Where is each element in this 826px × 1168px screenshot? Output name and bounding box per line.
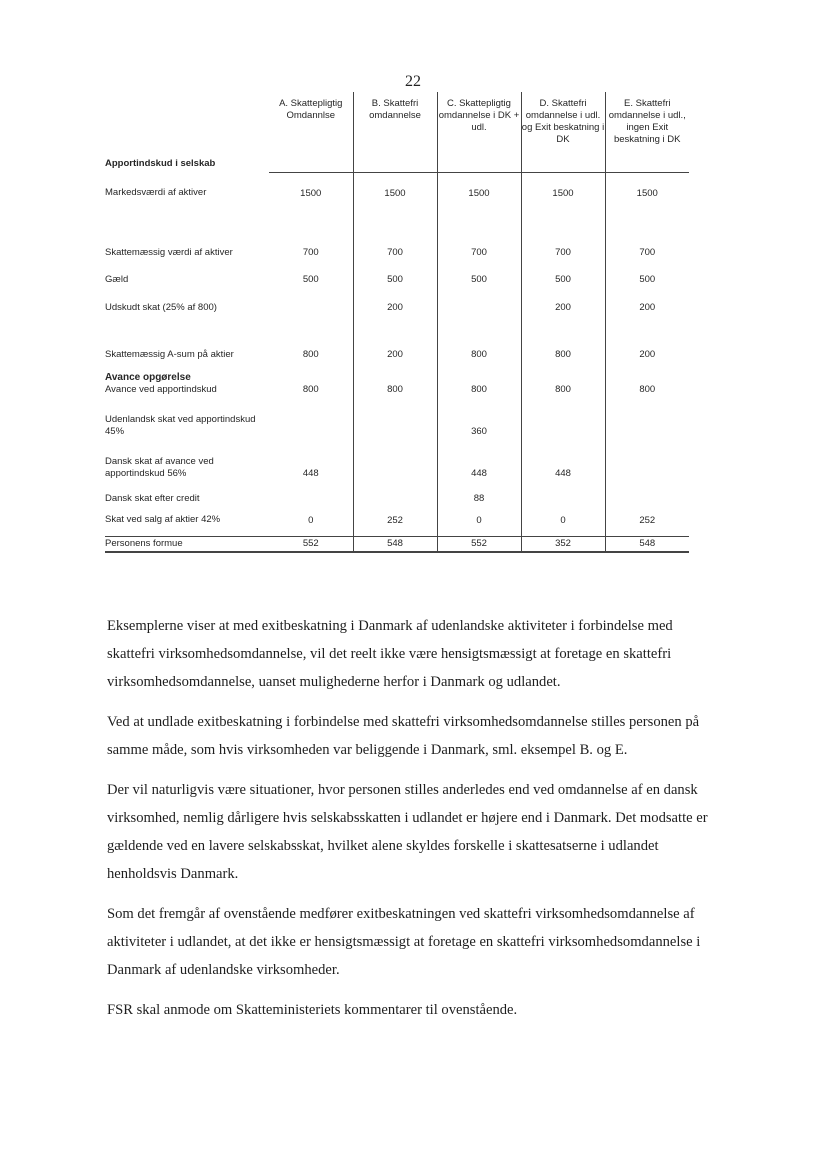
- section-heading-avance: Avance opgørelse: [105, 372, 191, 383]
- cell-value: [353, 395, 437, 437]
- total-value: 552: [437, 536, 521, 552]
- paragraph: Som det fremgår af ovenstående medfører exitbeskatningen ved skattefri virksomhedsomdannelse af aktiviteter i udlandet, at det ikke er hensigtsmæssigt at foretage en skattefri virksomhedsomdannelse i Danmark af udenlandske virksomheder.: [107, 906, 701, 978]
- cell-value: 1500: [353, 172, 437, 214]
- cell-value: 448: [437, 437, 521, 479]
- table-row: [105, 504, 689, 536]
- paragraph: Eksemplerne viser at med exitbeskatning i Danmark af udenlandske aktiviteter i forbindelse med skattefri virksomhedsomdannelse, vil det reelt ikke være hensigtsmæssigt at foretage en skattefri virksomhedsomdannelse, uanset mulighederne herfor i Danmark og udlandet.: [107, 618, 673, 690]
- table-row: [105, 313, 689, 360]
- cell-value: [605, 479, 689, 504]
- section-cell: [269, 150, 353, 172]
- cell-value: 1500: [521, 172, 605, 214]
- cell-value: 200: [605, 285, 689, 313]
- cell-value: 200: [353, 313, 437, 360]
- cell-value: 500: [521, 258, 605, 285]
- table-row: [105, 479, 689, 504]
- cell-value: 0: [437, 504, 521, 536]
- total-value: 352: [521, 536, 605, 552]
- cell-value: 0: [521, 504, 605, 536]
- paragraph: Ved at undlade exitbeskatning i forbindelse med skattefri virksomhedsomdannelse stilles personen på samme måde, som hvis virksomheden var beliggende i Danmark, sml. eksempel B. og E.: [107, 714, 700, 758]
- column-header-e: E. Skattefri omdannelse i udl., ingen Exit beskatning i DK: [605, 92, 689, 150]
- body-text: [107, 612, 715, 1036]
- cell-value: 800: [353, 360, 437, 395]
- section-heading-apport: Apportindskud i selskab: [105, 157, 216, 169]
- cell-value: [353, 479, 437, 504]
- total-row: [105, 536, 689, 552]
- row-label: Dansk skat af avance ved apportindskud 56%: [105, 456, 214, 479]
- row-label: Gæld: [105, 273, 129, 285]
- cell-value: 88: [437, 479, 521, 504]
- cell-value: [437, 285, 521, 313]
- row-label: Udenlandsk skat ved apportindskud 45%: [105, 414, 256, 437]
- cell-value: 0: [308, 514, 314, 526]
- cell-value: 200: [353, 285, 437, 313]
- cell-value: 700: [605, 214, 689, 258]
- cell-value: 800: [302, 349, 319, 360]
- cell-value: 360: [437, 395, 521, 437]
- row-label: Avance ved apportindskud: [105, 383, 217, 395]
- row-label: Skat ved salg af aktier 42%: [105, 514, 221, 525]
- cell-value: 800: [437, 313, 521, 360]
- cell-value: 1500: [300, 187, 322, 199]
- row-label: Skattemæssig A-sum på aktier: [105, 348, 234, 360]
- cell-value: 1500: [605, 172, 689, 214]
- row-label: Skattemæssig værdi af aktiver: [105, 246, 233, 258]
- cell-value: 500: [302, 274, 319, 285]
- row-label: Markedsværdi af aktiver: [105, 187, 207, 199]
- cell-value: [605, 395, 689, 437]
- table-header-row: [105, 92, 689, 150]
- cell-value: [269, 479, 353, 504]
- cell-value: [269, 395, 353, 437]
- cell-value: 800: [521, 360, 605, 395]
- table-row: [105, 285, 689, 313]
- cell-value: 500: [437, 258, 521, 285]
- column-header-a: A. Skattepligtig Omdannlse: [279, 98, 343, 121]
- cell-value: 700: [521, 214, 605, 258]
- table-row: [105, 172, 689, 214]
- column-header-c: C. Skattepligtig omdannelse i DK + udl.: [437, 92, 521, 150]
- cell-value: [353, 437, 437, 479]
- section-row-apport: [105, 150, 689, 172]
- cell-value: 700: [353, 214, 437, 258]
- total-value: 552: [269, 536, 353, 552]
- section-cell: [521, 150, 605, 172]
- column-header-b: B. Skattefri omdannelse: [353, 92, 437, 150]
- cell-value: 800: [521, 313, 605, 360]
- cell-value: 448: [521, 437, 605, 479]
- cell-value: 800: [605, 360, 689, 395]
- paragraph: FSR skal anmode om Skatteministeriets kommentarer til ovenstående.: [107, 1002, 518, 1018]
- cell-value: 500: [353, 258, 437, 285]
- paragraph: Der vil naturligvis være situationer, hvor personen stilles anderledes end ved omdannelse af en dansk virksomhed, nemlig dårligere hvis selskabsskatten i udlandet er højere end i Danmark. Det modsatte er gældende ved en lavere selskabsskat, hvilket alene skyldes forskelle i skattesatserne i udlandet henholdsvis Danmark.: [107, 782, 708, 882]
- section-cell: [605, 150, 689, 172]
- section-cell: [353, 150, 437, 172]
- cell-value: [521, 479, 605, 504]
- cell-value: 448: [302, 468, 319, 479]
- cell-value: 200: [605, 313, 689, 360]
- total-value: 548: [605, 536, 689, 552]
- table-row: [105, 395, 689, 437]
- cell-value: 500: [605, 258, 689, 285]
- total-label: Personens formue: [105, 536, 269, 552]
- cell-value: [521, 395, 605, 437]
- cell-value: 200: [521, 285, 605, 313]
- page-number: 22: [405, 73, 421, 90]
- cell-value: 1500: [437, 172, 521, 214]
- cell-value: 700: [302, 247, 319, 258]
- row-label: Dansk skat efter credit: [105, 492, 200, 504]
- section-cell: [437, 150, 521, 172]
- row-label: Udskudt skat (25% af 800): [105, 301, 217, 313]
- row-label-group: [105, 360, 269, 395]
- cell-value: 252: [605, 504, 689, 536]
- table-row: [105, 258, 689, 285]
- table-row: [105, 214, 689, 258]
- cell-value: 800: [437, 360, 521, 395]
- cell-value: 700: [437, 214, 521, 258]
- column-header-d: D. Skattefri omdannelse i udl. og Exit beskatning i DK: [521, 92, 605, 150]
- comparison-table: [105, 92, 689, 553]
- cell-value: [605, 437, 689, 479]
- table-row: [105, 360, 689, 395]
- total-value: 548: [353, 536, 437, 552]
- table-row: [105, 437, 689, 479]
- header-blank-cell: [105, 92, 269, 150]
- cell-value: 800: [302, 384, 319, 395]
- cell-value: [269, 285, 353, 313]
- cell-value: 252: [353, 504, 437, 536]
